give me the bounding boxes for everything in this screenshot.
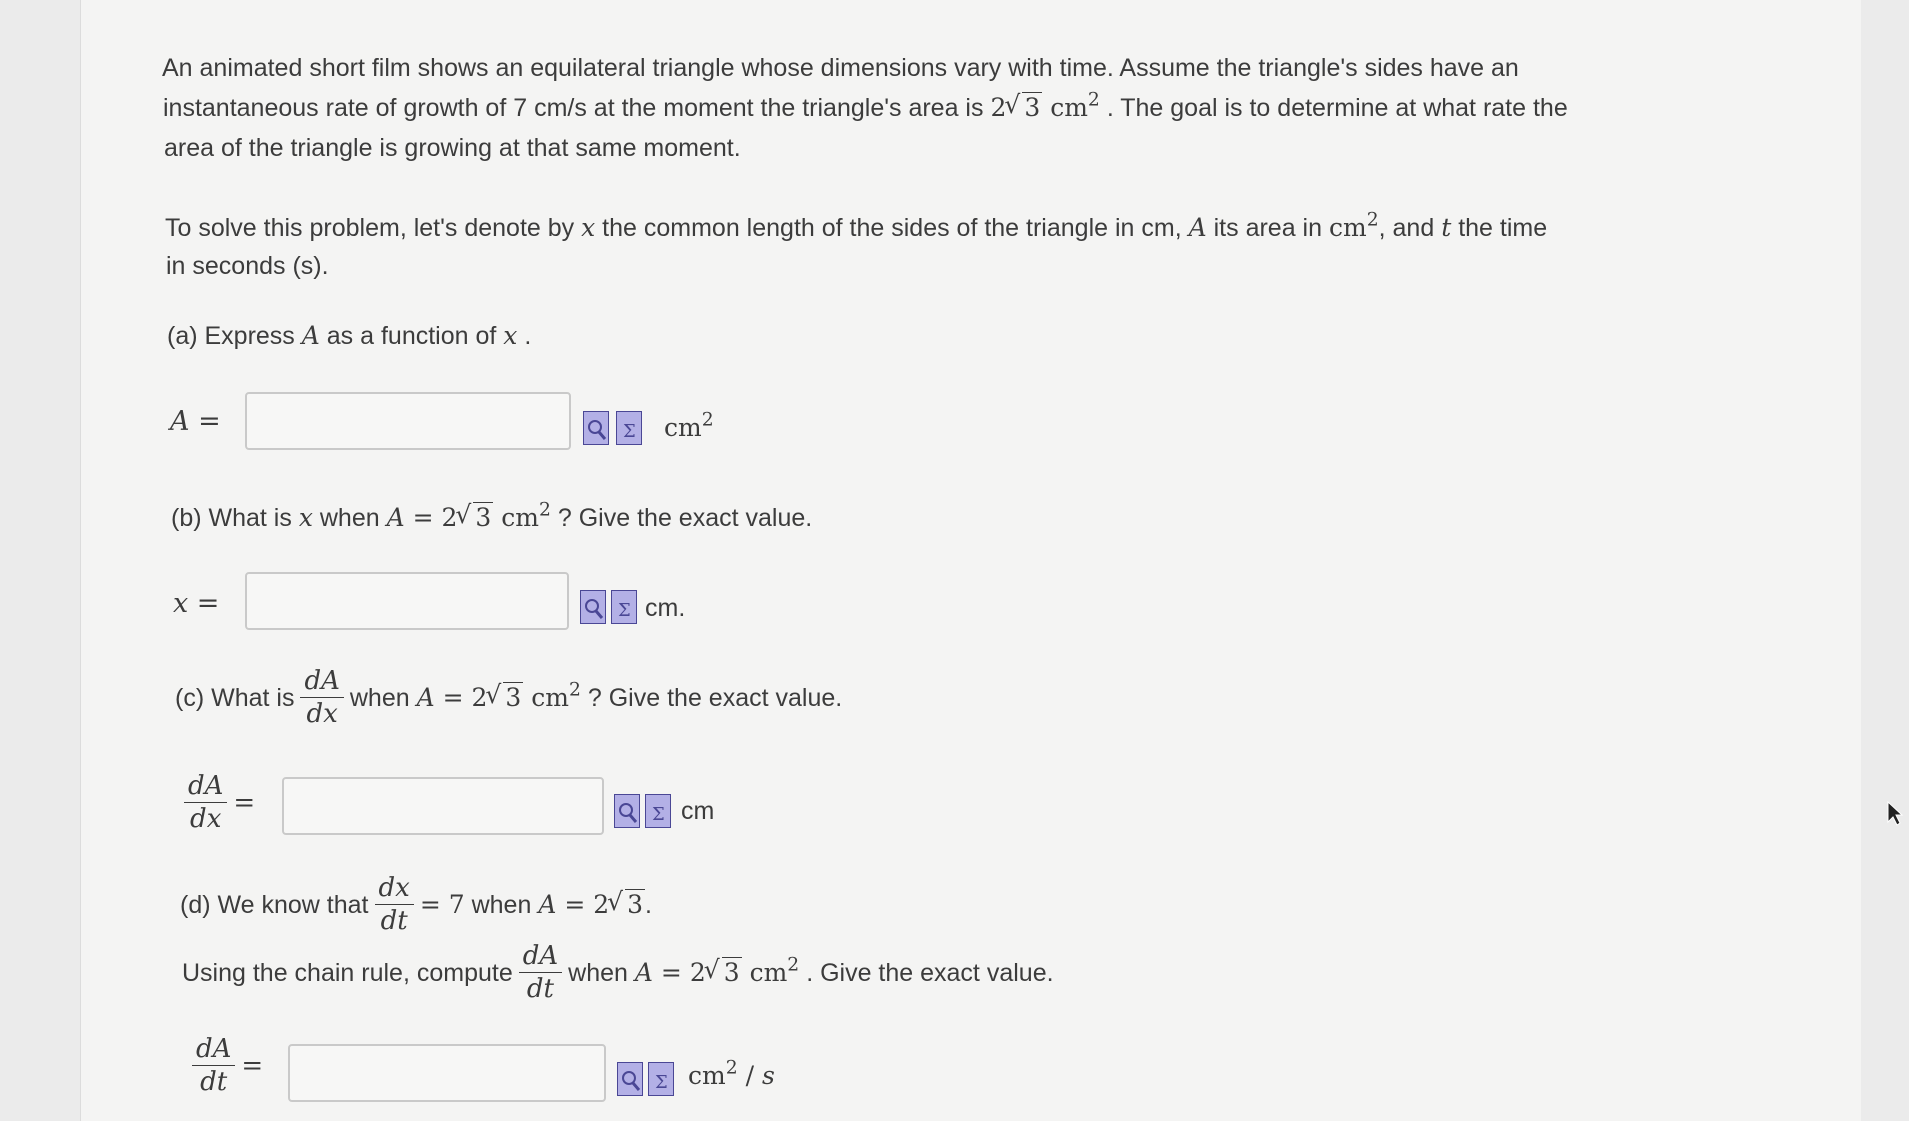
equation-editor-icon[interactable] bbox=[616, 411, 642, 445]
preview-icon[interactable] bbox=[617, 1062, 643, 1096]
dx-dt-fraction: $\frac{dx}{dt}$ bbox=[375, 872, 414, 937]
part-b-unit: cm. bbox=[645, 594, 686, 622]
part-b-lhs: x = bbox=[173, 588, 220, 619]
part-d-line-2: Using the chain rule, compute $\frac{dA}{dt}$ when A = 2√ 3 $cm^2$ . Give the exact value. bbox=[182, 940, 1054, 1005]
svg-text:Σ: Σ bbox=[652, 804, 665, 825]
part-d-answer-input[interactable] bbox=[288, 1044, 606, 1102]
part-c-unit: cm bbox=[681, 797, 715, 825]
svg-text:Σ: Σ bbox=[618, 600, 631, 621]
part-c-answer-input[interactable] bbox=[282, 777, 604, 835]
part-a-answer-input[interactable] bbox=[245, 392, 571, 450]
mouse-cursor-icon bbox=[1886, 800, 1904, 826]
equation-editor-icon[interactable] bbox=[611, 590, 637, 624]
equation-editor-icon[interactable] bbox=[648, 1062, 674, 1096]
svg-text:Σ: Σ bbox=[655, 1072, 668, 1093]
preview-icon[interactable] bbox=[583, 411, 609, 445]
part-b-answer-input[interactable] bbox=[245, 572, 569, 630]
svg-text:Σ: Σ bbox=[623, 421, 636, 442]
setup-line-1: To solve this problem, let's denote by x the common length of the sides of the triangle in cm, A its area in $cm^2$, and t the time bbox=[165, 209, 1548, 242]
part-c-prompt: (c) What is $\frac{dA}{dx}$ when A = 2√ 3 $cm^2$ ? Give the exact value. bbox=[175, 665, 842, 730]
part-c-lhs: $\frac{dA}{dx}$ = bbox=[178, 770, 255, 835]
equation-editor-icon[interactable] bbox=[645, 794, 671, 828]
part-a-lhs: A = bbox=[170, 406, 221, 437]
part-a-prompt: (a) Express A as a function of x . bbox=[167, 321, 532, 350]
part-d-unit: $cm^2$ / s bbox=[688, 1057, 775, 1090]
dA-dx-fraction: $\frac{dA}{dx}$ bbox=[300, 665, 343, 730]
intro-line-2: instantaneous rate of growth of 7 cm/s at the moment the triangle's area is 2√ 3 $cm^2$ . The goal is to determine at what rate the bbox=[163, 90, 1568, 126]
area-value: 2√ 3 $cm^2$ bbox=[990, 93, 1099, 122]
preview-icon[interactable] bbox=[580, 590, 606, 624]
part-d-lhs: $\frac{dA}{dt}$ = bbox=[186, 1033, 263, 1098]
preview-icon[interactable] bbox=[614, 794, 640, 828]
intro-line-3: area of the triangle is growing at that same moment. bbox=[164, 134, 741, 162]
part-b-prompt: (b) What is x when A = 2√ 3 $cm^2$ ? Give the exact value. bbox=[171, 500, 812, 536]
dA-dt-fraction: $\frac{dA}{dt}$ bbox=[519, 940, 562, 1005]
setup-line-2: in seconds (s). bbox=[166, 252, 329, 280]
intro-line-1: An animated short film shows an equilateral triangle whose dimensions vary with time. Assume the triangle's sides have an bbox=[162, 54, 1519, 82]
part-a-unit: $cm^2$ bbox=[664, 409, 714, 442]
part-d-prompt: (d) We know that $\frac{dx}{dt}$ = 7 when A = 2√ 3 . bbox=[180, 872, 652, 937]
